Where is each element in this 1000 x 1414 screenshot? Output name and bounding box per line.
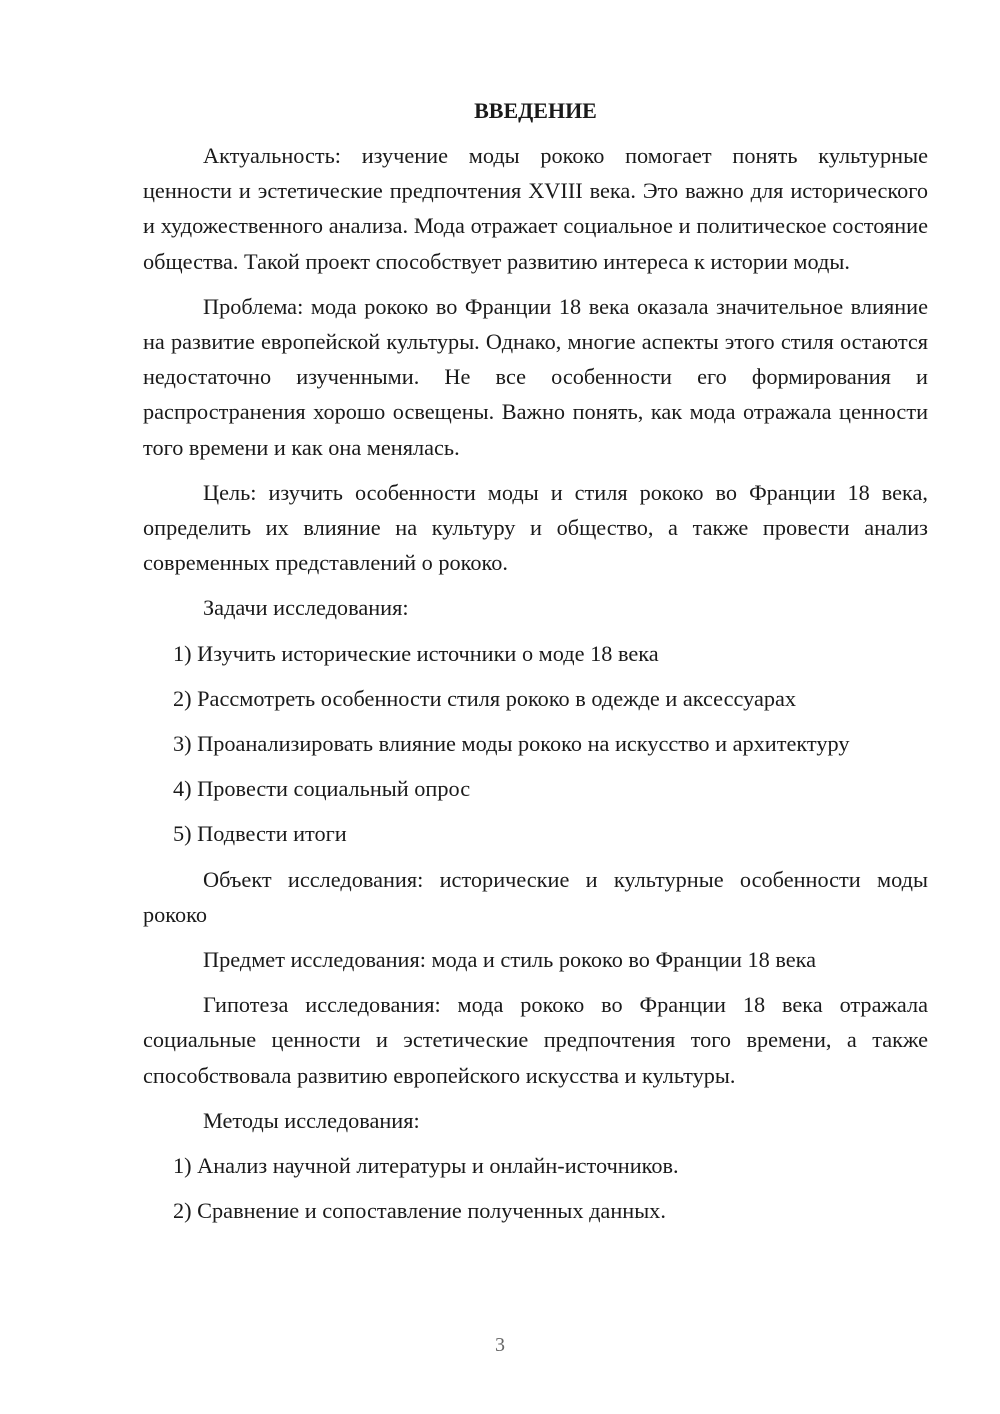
page-body (143, 96, 928, 1238)
task-item: 3) Проанализировать влияние моды рококо на искусство и архитектуру (173, 731, 850, 757)
goal-paragraph: Цель: изучить особенности моды и стиля рококо во Франции 18 века, определить их влияние на культуру и общество, а также провести анализ современных представлений о рококо. (143, 479, 928, 576)
task-item: 2) Рассмотреть особенности стиля рококо в одежде и аксессуарах (173, 685, 797, 711)
methods-heading: Методы исследования: (203, 1107, 420, 1133)
task-item: 5) Подвести итоги (173, 821, 347, 847)
task-item: 4) Провести социальный опрос (173, 776, 471, 802)
relevance-paragraph: Актуальность: изучение моды рококо помогает понять культурные ценности и эстетические предпочтения XVIII века. Это важно для исторического и художественного анализа. Мода отражает социальное и политическое состояние общества. Такой проект способствует развитию интереса к истории моды. (143, 143, 928, 274)
subject-paragraph: Предмет исследования: мода и стиль рококо во Франции 18 века (203, 947, 817, 973)
task-item: 1) Изучить исторические источники о моде 18 века (173, 640, 659, 666)
method-item: 2) Сравнение и сопоставление полученных данных. (173, 1198, 666, 1224)
tasks-heading: Задачи исследования: (203, 595, 409, 621)
problem-paragraph: Проблема: мода рококо во Франции 18 века оказала значительное влияние на развитие европейской культуры. Однако, многие аспекты этого стиля остаются недостаточно изученными. Не все особенности его формирования и распространения хорошо освещены. Важно понять, как мода отражала ценности того времени и как она менялась. (143, 293, 928, 460)
hypothesis-paragraph: Гипотеза исследования: мода рококо во Франции 18 века отражала социальные ценности и эстетические предпочтения того времени, а также способствовала развитию европейского искусства и культуры. (143, 992, 928, 1088)
method-item: 1) Анализ научной литературы и онлайн-источников. (173, 1153, 679, 1179)
page-number: 3 (495, 1334, 505, 1356)
object-paragraph: Объект исследования: исторические и культурные особенности моды рококо (143, 866, 928, 927)
section-title: ВВЕДЕНИЕ (474, 98, 597, 123)
